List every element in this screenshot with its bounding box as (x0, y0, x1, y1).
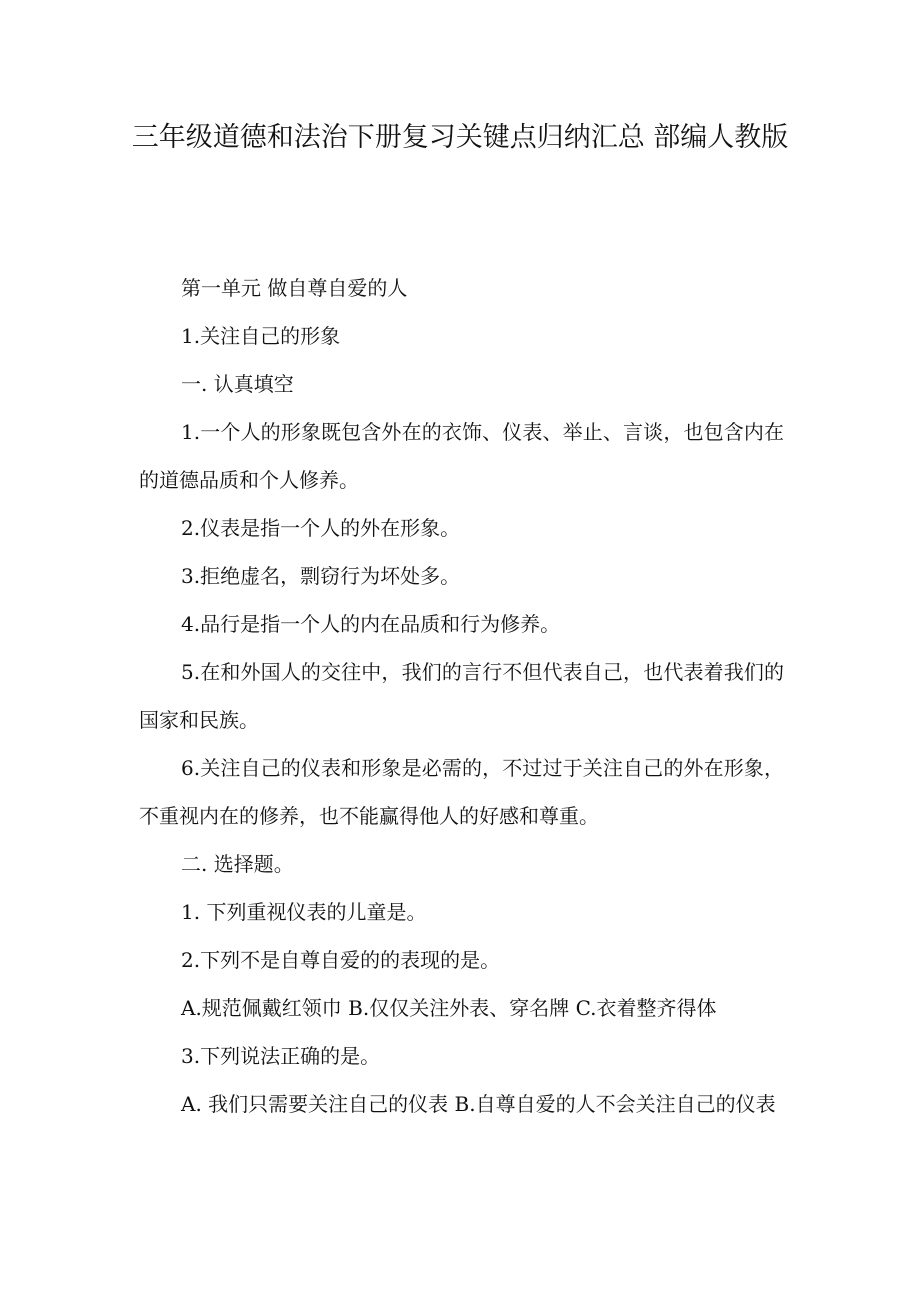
section-heading-choice: 二. 选择题。 (181, 852, 294, 876)
fill-blank-item-1: 1.一个人的形象既包含外在的衣饰、仪表、举止、言谈，也包含内在的道德品质和个人修养。 (139, 420, 784, 492)
document-title: 三年级道德和法治下册复习关键点归纳汇总 部编人教版 (131, 122, 789, 153)
choice-question-3-options: A. 我们只需要关注自己的仪表 B.自尊自爱的人不会关注自己的仪表 (181, 1092, 776, 1116)
fill-blank-item-3: 3.拒绝虚名，剽窃行为坏处多。 (181, 564, 461, 588)
section-heading-fill-blank: 一. 认真填空 (181, 372, 294, 396)
lesson-heading: 1.关注自己的形象 (181, 324, 341, 348)
choice-question-2-options: A.规范佩戴红领巾 B.仅仅关注外表、穿名牌 C.衣着整齐得体 (181, 996, 717, 1020)
fill-blank-item-6: 6.关注自己的仪表和形象是必需的，不过过于关注自己的外在形象，不重视内在的修养，也不能赢得他人的好感和尊重。 (139, 756, 784, 828)
unit-heading: 第一单元 做自尊自爱的人 (181, 276, 408, 300)
choice-question-3: 3.下列说法正确的是。 (181, 1044, 381, 1068)
fill-blank-item-2: 2.仪表是指一个人的外在形象。 (181, 516, 461, 540)
fill-blank-item-4: 4.品行是指一个人的内在品质和行为修养。 (181, 612, 561, 636)
choice-question-1: 1. 下列重视仪表的儿童是。 (181, 900, 427, 924)
document-body (139, 264, 784, 1128)
fill-blank-item-5: 5.在和外国人的交往中，我们的言行不但代表自己，也代表着我们的国家和民族。 (139, 660, 784, 732)
choice-question-2: 2.下列不是自尊自爱的的表现的是。 (181, 948, 501, 972)
